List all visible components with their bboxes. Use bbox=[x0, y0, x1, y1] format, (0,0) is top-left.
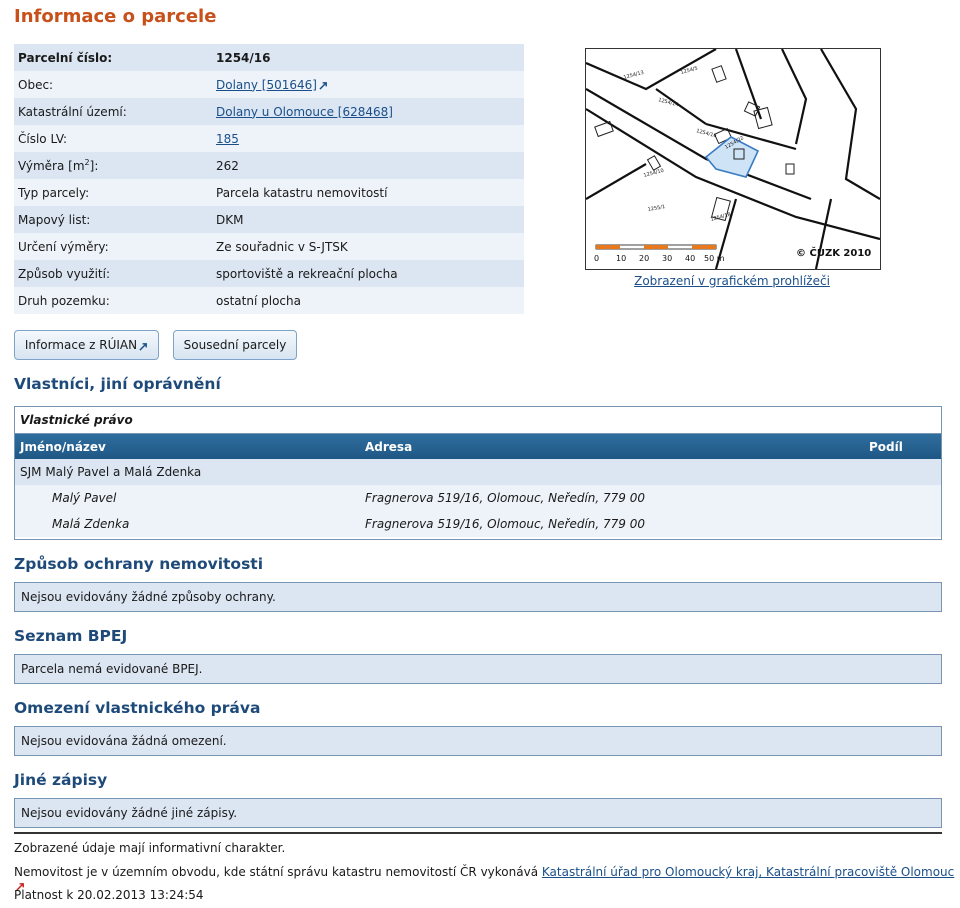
map-sheet-value: DKM bbox=[216, 212, 244, 227]
map-parcel-label: 1254/22 bbox=[724, 135, 745, 151]
row-municipality bbox=[14, 71, 524, 98]
owners-table bbox=[14, 406, 942, 540]
cadastral-office-link[interactable]: Katastrální úřad pro Olomoucký kraj, Katastrální pracoviště Olomouc bbox=[541, 865, 955, 879]
municipality-label: Obec: bbox=[18, 77, 54, 92]
row-land-type bbox=[14, 287, 524, 314]
land-use-value: sportoviště a rekreační plocha bbox=[216, 266, 398, 281]
area-label-text: Výměra [m bbox=[18, 159, 85, 173]
scale-label: 50 m bbox=[704, 254, 725, 263]
table-row bbox=[15, 459, 941, 485]
parcel-number-label: Parcelní číslo: bbox=[18, 50, 113, 65]
ruian-info-button-label: Informace z RÚIAN bbox=[24, 338, 138, 352]
other-records-heading: Jiné zápisy bbox=[14, 771, 108, 789]
row-parcel-type bbox=[14, 179, 524, 206]
footer-divider bbox=[14, 832, 942, 834]
bpej-heading: Seznam BPEJ bbox=[14, 627, 128, 645]
table-row bbox=[15, 485, 941, 511]
row-land-use bbox=[14, 260, 524, 287]
cadastral-map-drawing bbox=[586, 49, 880, 269]
ruian-info-button[interactable] bbox=[14, 330, 159, 360]
map-parcel-label: 1254/16 bbox=[695, 128, 718, 140]
area-value: 262 bbox=[216, 158, 239, 173]
owner-group-name: SJM Malý Pavel a Malá Zdenka bbox=[20, 465, 202, 479]
map-parcel-label: 1254/18 bbox=[709, 211, 732, 223]
scale-label: 10 bbox=[616, 254, 627, 263]
area-label bbox=[14, 158, 216, 173]
map-parcel-label: 1254/5 bbox=[679, 65, 699, 76]
footer-note: Zobrazené údaje mají informativní charakter. bbox=[14, 841, 286, 855]
area-label-sup: 2 bbox=[84, 158, 90, 167]
cadastral-area-value-cell bbox=[216, 105, 524, 119]
col-address-header: Adresa bbox=[365, 439, 413, 454]
owners-heading: Vlastníci, jiní oprávnění bbox=[14, 375, 221, 393]
row-area bbox=[14, 152, 524, 179]
parcel-map[interactable] bbox=[585, 48, 881, 270]
owner-name: Malá Zdenka bbox=[52, 517, 130, 531]
area-determination-label: Určení výměry: bbox=[18, 239, 109, 254]
map-parcel-label: 1254/13 bbox=[622, 69, 645, 81]
neighbor-parcels-button[interactable]: Sousední parcely bbox=[173, 330, 297, 360]
footer-validity: Platnost k 20.02.2013 13:24:54 bbox=[14, 888, 204, 902]
municipality-value-cell bbox=[216, 78, 524, 92]
map-scale-bar bbox=[594, 245, 725, 263]
map-parcel-label: 1255/1 bbox=[647, 204, 666, 213]
parcel-type-label: Typ parcely: bbox=[18, 185, 90, 200]
table-row bbox=[15, 511, 941, 537]
restrictions-box: Nejsou evidována žádná omezení. bbox=[14, 726, 942, 756]
parcel-type-value: Parcela katastru nemovitostí bbox=[216, 185, 388, 200]
protection-heading: Způsob ochrany nemovitosti bbox=[14, 555, 264, 573]
owners-table-header bbox=[15, 434, 941, 459]
protection-box: Nejsou evidovány žádné způsoby ochrany. bbox=[14, 582, 942, 612]
ownership-caption: Vlastnické právo bbox=[15, 407, 941, 434]
external-link-icon bbox=[319, 81, 328, 90]
row-cadastral-area bbox=[14, 98, 524, 125]
cadastral-area-link[interactable]: Dolany u Olomouce [628468] bbox=[216, 104, 393, 119]
map-viewer-link[interactable]: Zobrazení v grafickém prohlížeči bbox=[634, 274, 830, 288]
parcel-info-table bbox=[14, 44, 524, 314]
other-records-box: Nejsou evidovány žádné jiné zápisy. bbox=[14, 798, 942, 828]
owner-address: Fragnerova 519/16, Olomouc, Neředín, 779 00 bbox=[365, 517, 646, 531]
scale-label: 0 bbox=[594, 254, 600, 263]
row-area-determination bbox=[14, 233, 524, 260]
map-parcel-label: 1254/14 bbox=[657, 97, 680, 109]
area-determination-value: Ze souřadnic v S-JTSK bbox=[216, 239, 348, 254]
map-copyright: © ČÚZK 2010 bbox=[796, 248, 872, 259]
lv-number-link[interactable]: 185 bbox=[216, 131, 239, 146]
footer-office-text: Nemovitost je v územním obvodu, kde státní správu katastru nemovitostí ČR vykonává bbox=[14, 865, 539, 879]
owner-name: Malý Pavel bbox=[52, 491, 117, 505]
land-type-value: ostatní plocha bbox=[216, 293, 301, 308]
lv-number-label: Číslo LV: bbox=[18, 131, 68, 146]
restrictions-heading: Omezení vlastnického práva bbox=[14, 699, 261, 717]
scale-label: 30 bbox=[662, 254, 673, 263]
land-use-label: Způsob využití: bbox=[18, 266, 110, 281]
lv-number-value-cell bbox=[216, 132, 524, 146]
parcel-number-value: 1254/16 bbox=[216, 50, 271, 65]
map-sheet-label: Mapový list: bbox=[18, 212, 91, 227]
municipality-link[interactable]: Dolany [501646] bbox=[216, 77, 317, 92]
scale-label: 20 bbox=[639, 254, 650, 263]
row-lv-number bbox=[14, 125, 524, 152]
area-label-tail: ]: bbox=[89, 159, 99, 173]
land-type-label: Druh pozemku: bbox=[18, 293, 110, 308]
page-title: Informace o parcele bbox=[14, 6, 217, 27]
map-parcel-label: 1254/10 bbox=[642, 167, 665, 179]
owner-address: Fragnerova 519/16, Olomouc, Neředín, 779 00 bbox=[365, 491, 646, 505]
col-share-header: Podíl bbox=[869, 439, 903, 454]
row-parcel-number bbox=[14, 44, 524, 71]
cadastral-area-label: Katastrální území: bbox=[18, 104, 127, 119]
bpej-box: Parcela nemá evidované BPEJ. bbox=[14, 654, 942, 684]
scale-label: 40 bbox=[685, 254, 696, 263]
row-map-sheet bbox=[14, 206, 524, 233]
col-name-header: Jméno/název bbox=[20, 439, 106, 454]
external-link-icon bbox=[139, 342, 148, 351]
